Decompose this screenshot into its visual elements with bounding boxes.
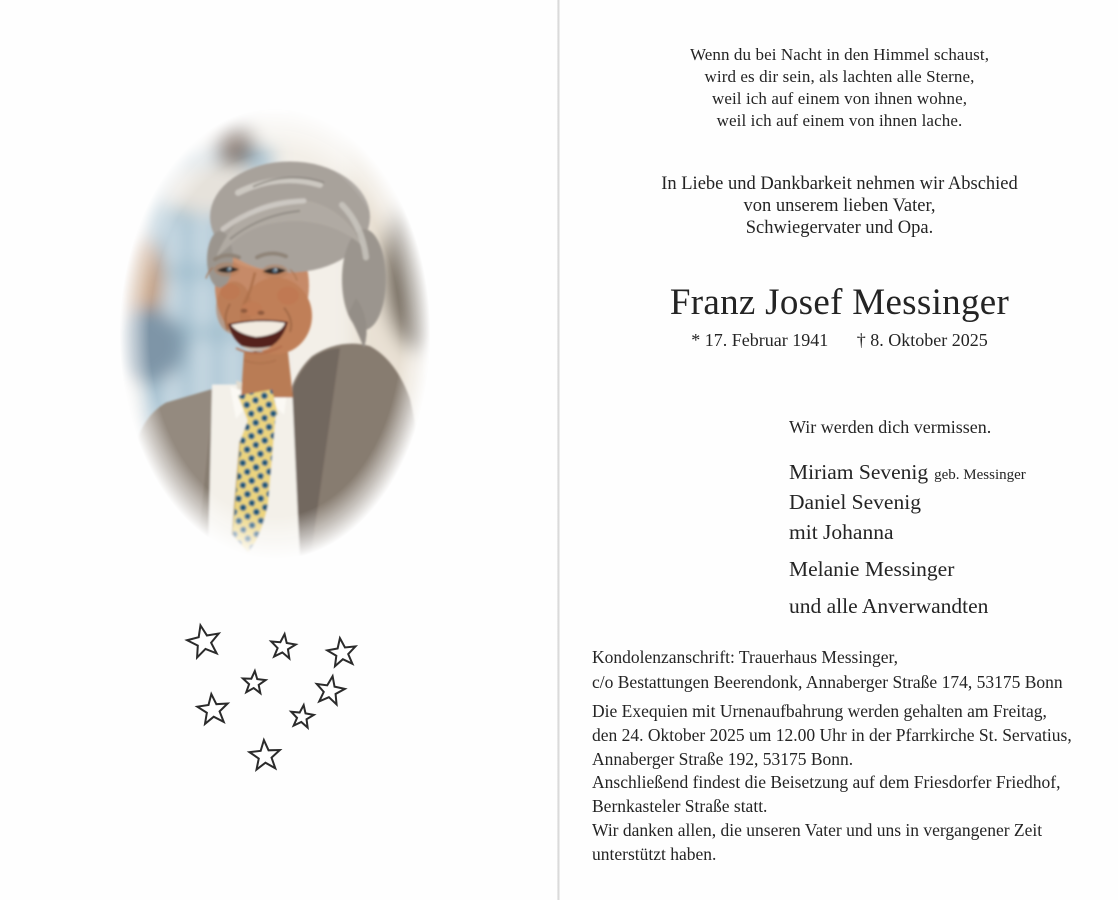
mourner-line [789, 519, 1109, 549]
mourner-name: und alle Anverwandten [789, 594, 989, 618]
deceased-name: Franz Josef Messinger [669, 282, 1010, 323]
mourner-name: Melanie Messinger [789, 557, 955, 581]
condolence-address [592, 645, 1107, 695]
star-icon [314, 674, 347, 706]
poem [561, 44, 1118, 132]
funeral-line: den 24. Oktober 2025 um 12.00 Uhr in der Pfarrkirche St. Servatius, [592, 724, 1072, 745]
star-icon [326, 636, 358, 667]
card-fold-divider [557, 0, 560, 900]
farewell-line: In Liebe und Dankbarkeit nehmen wir Abschied [661, 174, 1018, 194]
poem-line: weil ich auf einem von ihnen wohne, [711, 89, 968, 108]
life-dates [561, 329, 1118, 351]
funeral-line: Annaberger Straße 192, 53175 Bonn. [592, 748, 854, 769]
star-icon [249, 739, 281, 770]
star-icon [242, 670, 266, 693]
birth-date: * 17. Februar 1941 [691, 330, 829, 350]
farewell-text [561, 173, 1118, 239]
funeral-line: Die Exequien mit Urnenaufbahrung werden gehalten am Freitag, [592, 701, 1047, 721]
mourner-suffix: geb. Messinger [934, 467, 1026, 483]
mourner-line [789, 593, 1109, 623]
funeral-line: Bernkasteler Straße statt. [592, 796, 768, 817]
mourner-name: Miriam Sevenig [789, 460, 929, 484]
death-date: † 8. Oktober 2025 [856, 330, 988, 350]
poem-line: Wenn du bei Nacht in den Himmel schaust, [689, 45, 990, 64]
star-icon [185, 622, 223, 659]
funeral-line: unterstützt haben. [592, 843, 717, 864]
farewell-line: von unserem lieben Vater, [743, 196, 936, 216]
mourner-line [789, 556, 1109, 586]
card-right-page [561, 0, 1118, 900]
condolence-line: Kondolenzanschrift: Trauerhaus Messinger, [592, 647, 898, 667]
card-left-page [0, 0, 558, 900]
farewell-line: Schwiegervater und Opa. [745, 218, 934, 238]
poem-line: wird es dir sein, als lachten alle Sterne, [704, 67, 975, 86]
mourner-name: Daniel Sevenig [789, 490, 921, 514]
mourner-line [789, 489, 1109, 519]
funeral-line: Wir danken allen, die unseren Vater und uns in vergangener Zeit [592, 819, 1043, 840]
star-icon [289, 704, 315, 729]
remembrance-line: Wir werden dich vermissen. [789, 417, 992, 437]
star-cluster [0, 0, 558, 900]
star-icon [196, 692, 229, 724]
funeral-line: Anschließend findest die Beisetzung auf dem Friesdorfer Friedhof, [592, 772, 1061, 793]
funeral-details [592, 700, 1107, 867]
mourners-list [789, 459, 1109, 623]
star-icon [269, 633, 296, 659]
poem-line: weil ich auf einem von ihnen lache. [716, 111, 963, 130]
condolence-line: c/o Bestattungen Beerendonk, Annaberger Straße 174, 53175 Bonn [592, 672, 1063, 692]
mourner-name: mit Johanna [789, 520, 894, 544]
mourner-line [789, 459, 1109, 489]
